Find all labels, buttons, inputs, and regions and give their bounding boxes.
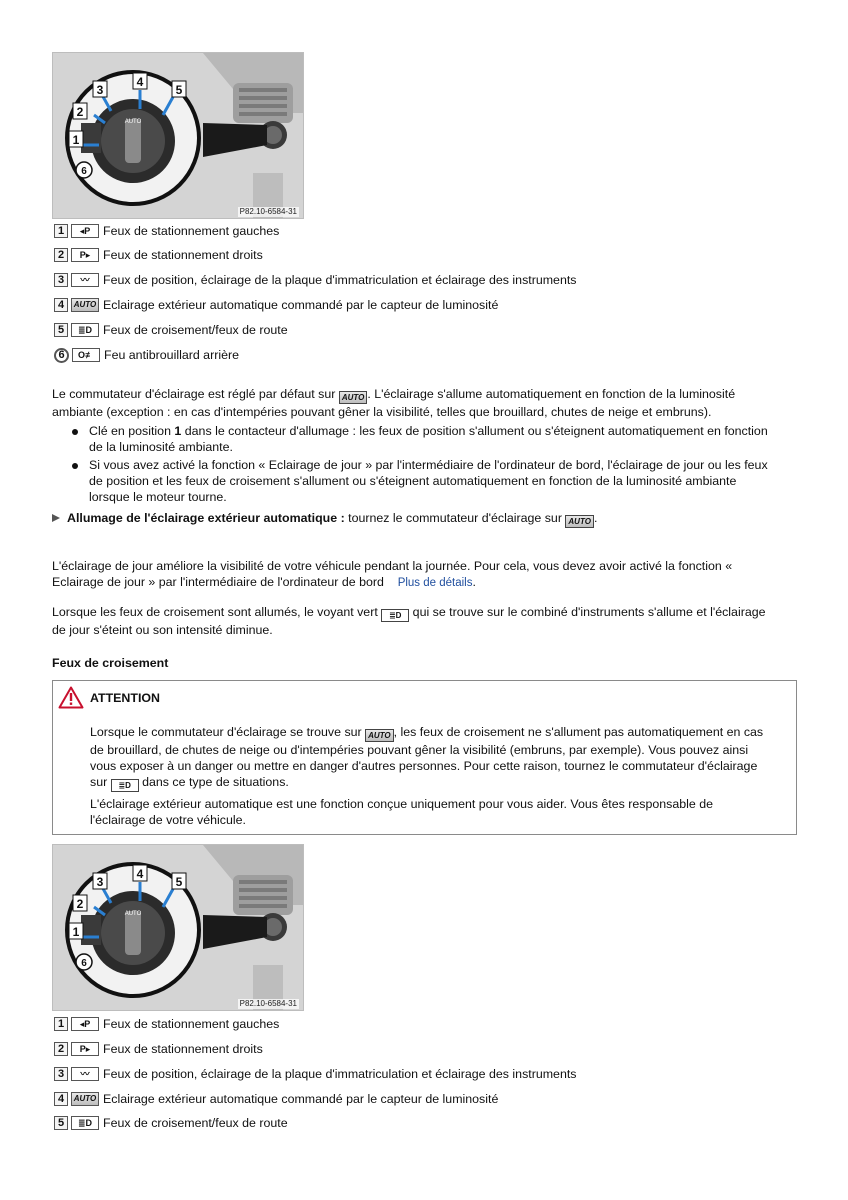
legend-text: Eclairage extérieur automatique commandé par le capteur de luminosité — [103, 1092, 499, 1106]
bullet-text-part: de position et les feux de croisement s'allument ou s'éteignent automatiquement en fonction de la luminosité ambiante — [89, 474, 737, 488]
callout-4: 4 — [136, 75, 144, 89]
legend-item — [54, 1015, 279, 1033]
legend-item — [54, 271, 576, 289]
bullet-text-part: Clé en position — [89, 424, 175, 438]
legend-text: Feux de stationnement droits — [103, 1042, 263, 1056]
callout-2: 2 — [76, 105, 84, 119]
daylight-line: L'éclairage de jour améliore la visibilité de votre véhicule pendant la journée. Pour cela, vous devez avoir activé la fonction « — [52, 559, 733, 573]
legend-number: 1 — [54, 1017, 68, 1031]
bullet-icon — [72, 463, 78, 469]
right-parking-lamp-icon: P▸ — [71, 1042, 99, 1056]
warning-text: l'éclairage de votre véhicule. — [90, 813, 246, 827]
light-switch-figure — [52, 844, 304, 1011]
warning-text: de brouillard, de chutes de neige ou d'intempéries pouvant gêner la visibilité (embruns, par exemple). Vous pouvez ainsi — [90, 743, 749, 757]
callout-2: 2 — [76, 897, 84, 911]
legend-text: Feux de stationnement gauches — [103, 224, 280, 238]
warning-text: sur — [90, 775, 108, 789]
callout-1: 1 — [72, 133, 80, 147]
lowbeam-paragraph — [52, 604, 797, 638]
rear-fog-lamp-icon: O≢ — [72, 348, 100, 362]
callout-4: 4 — [136, 867, 144, 881]
low-beam-icon: ≣D — [71, 323, 99, 337]
figure-code: P82.10-6584-31 — [239, 999, 297, 1008]
legend-item — [54, 222, 279, 240]
legend-number: 1 — [54, 224, 68, 238]
warning-text: L'éclairage extérieur automatique est une fonction conçue uniquement pour vous aider. Vous êtes responsable de — [90, 797, 713, 811]
legend-item — [54, 246, 263, 264]
auto-label: AUTO — [124, 911, 142, 917]
intro-text: Le commutateur d'éclairage est réglé par défaut sur — [52, 387, 336, 401]
more-details-link[interactable]: Plus de détails — [397, 577, 473, 589]
legend-text: Eclairage extérieur automatique commandé par le capteur de luminosité — [103, 298, 499, 312]
low-beam-icon: ≣D — [111, 779, 139, 792]
side-lamp-icon: 〰 — [71, 1067, 99, 1081]
legend-item — [54, 1114, 288, 1132]
bullet-text — [89, 423, 796, 455]
low-beam-icon: ≣D — [71, 1116, 99, 1130]
callout-5: 5 — [175, 83, 183, 97]
instruction-title: Allumage de l'éclairage extérieur automatique : — [67, 511, 345, 525]
legend-item — [54, 296, 498, 314]
legend-number: 5 — [54, 1116, 68, 1130]
warning-paragraph-1 — [90, 724, 790, 792]
warning-text: dans ce type de situations. — [142, 775, 289, 789]
warning-text: , les feux de croisement ne s'allument pas automatiquement en cas — [393, 725, 764, 739]
figure-code: P82.10-6584-31 — [239, 207, 297, 216]
legend-item — [54, 1090, 498, 1108]
auto-icon: AUTO — [339, 391, 368, 404]
daylight-paragraph — [52, 558, 797, 591]
legend-item — [54, 321, 288, 339]
callout-5: 5 — [175, 875, 183, 889]
instruction-arrow-icon — [52, 514, 60, 522]
intro-line-1 — [52, 386, 797, 404]
warning-paragraph-2 — [90, 796, 790, 828]
bullet-text — [89, 457, 796, 505]
warning-title: ATTENTION — [90, 691, 160, 705]
legend-text: Feux de croisement/feux de route — [103, 1116, 288, 1130]
auto-icon: AUTO — [71, 298, 99, 312]
light-switch-figure — [52, 52, 304, 219]
callout-6: 6 — [81, 166, 87, 177]
legend-item — [54, 346, 239, 364]
legend-text: Feu antibrouillard arrière — [104, 348, 239, 362]
legend-number: 3 — [54, 1067, 68, 1081]
lowbeam-text: de jour s'éteint ou son intensité diminue. — [52, 623, 273, 637]
instruction-text: tournez le commutateur d'éclairage sur — [344, 511, 562, 525]
bullet-text-part: Si vous avez activé la fonction « Eclairage de jour » par l'intermédiaire de l'ordinateur de bord, l'éclairage de jour ou les feux — [89, 458, 768, 472]
legend-number: 3 — [54, 273, 68, 287]
legend-number: 4 — [54, 298, 68, 312]
section-heading: Feux de croisement — [52, 656, 169, 670]
daylight-line: Eclairage de jour » par l'intermédiaire de l'ordinateur de bord — [52, 575, 384, 589]
legend-number: 4 — [54, 1092, 68, 1106]
right-parking-lamp-icon: P▸ — [71, 248, 99, 262]
warning-text: vous exposer à un danger ou mettre en danger d'autres personnes. Pour cette raison, tournez le commutateur d'éclairage — [90, 759, 758, 773]
bullet-icon — [72, 429, 78, 435]
low-beam-icon: ≣D — [381, 609, 409, 622]
legend-item — [54, 1065, 576, 1083]
side-lamp-icon: 〰 — [71, 273, 99, 287]
lowbeam-text: Lorsque les feux de croisement sont allumés, le voyant vert — [52, 605, 378, 619]
left-parking-lamp-icon: ◂P — [71, 1017, 99, 1031]
legend-number: 6 — [54, 348, 69, 363]
bullet-item — [74, 423, 796, 455]
instruction-end: . — [593, 511, 598, 525]
legend-item — [54, 1040, 263, 1058]
lowbeam-text: qui se trouve sur le combiné d'instruments s'allume et l'éclairage — [412, 605, 766, 619]
bullet-text-part: lorsque le moteur tourne. — [89, 490, 227, 504]
legend-text: Feux de croisement/feux de route — [103, 323, 288, 337]
callout-1: 1 — [72, 925, 80, 939]
warning-triangle-icon — [58, 686, 84, 709]
intro-line-2: ambiante (exception : en cas d'intempéries pouvant gêner la visibilité, telles que brouillard, chutes de neige et embruns). — [52, 405, 712, 419]
legend-text: Feux de position, éclairage de la plaque d'immatriculation et éclairage des instruments — [103, 273, 577, 287]
callout-6: 6 — [81, 958, 87, 969]
legend-number: 2 — [54, 1042, 68, 1056]
auto-icon: AUTO — [71, 1092, 99, 1106]
bullet-item — [74, 457, 796, 505]
legend-number: 5 — [54, 323, 68, 337]
auto-icon: AUTO — [565, 515, 594, 528]
intro-text: . L'éclairage s'allume automatiquement en fonction de la luminosité — [367, 387, 736, 401]
daylight-end: . — [472, 575, 476, 589]
legend-text: Feux de stationnement droits — [103, 248, 263, 262]
auto-label: AUTO — [124, 119, 142, 125]
warning-box — [52, 680, 797, 835]
bullet-text-part: dans le contacteur d'allumage : les feux de position s'allument ou s'éteignent automatiquement en fonction — [181, 424, 768, 438]
left-parking-lamp-icon: ◂P — [71, 224, 99, 238]
warning-text: Lorsque le commutateur d'éclairage se trouve sur — [90, 725, 362, 739]
callout-3: 3 — [96, 875, 104, 889]
bullet-bold: 1 — [174, 424, 182, 438]
light-switch-illustration — [53, 53, 304, 219]
intro-paragraph — [52, 386, 797, 420]
legend-text: Feux de stationnement gauches — [103, 1017, 280, 1031]
legend-text: Feux de position, éclairage de la plaque d'immatriculation et éclairage des instruments — [103, 1067, 577, 1081]
bullet-text-part: de la luminosité ambiante. — [89, 440, 233, 454]
auto-icon: AUTO — [365, 729, 394, 742]
instruction — [67, 510, 797, 528]
light-switch-illustration — [53, 845, 304, 1011]
legend-number: 2 — [54, 248, 68, 262]
callout-3: 3 — [96, 83, 104, 97]
